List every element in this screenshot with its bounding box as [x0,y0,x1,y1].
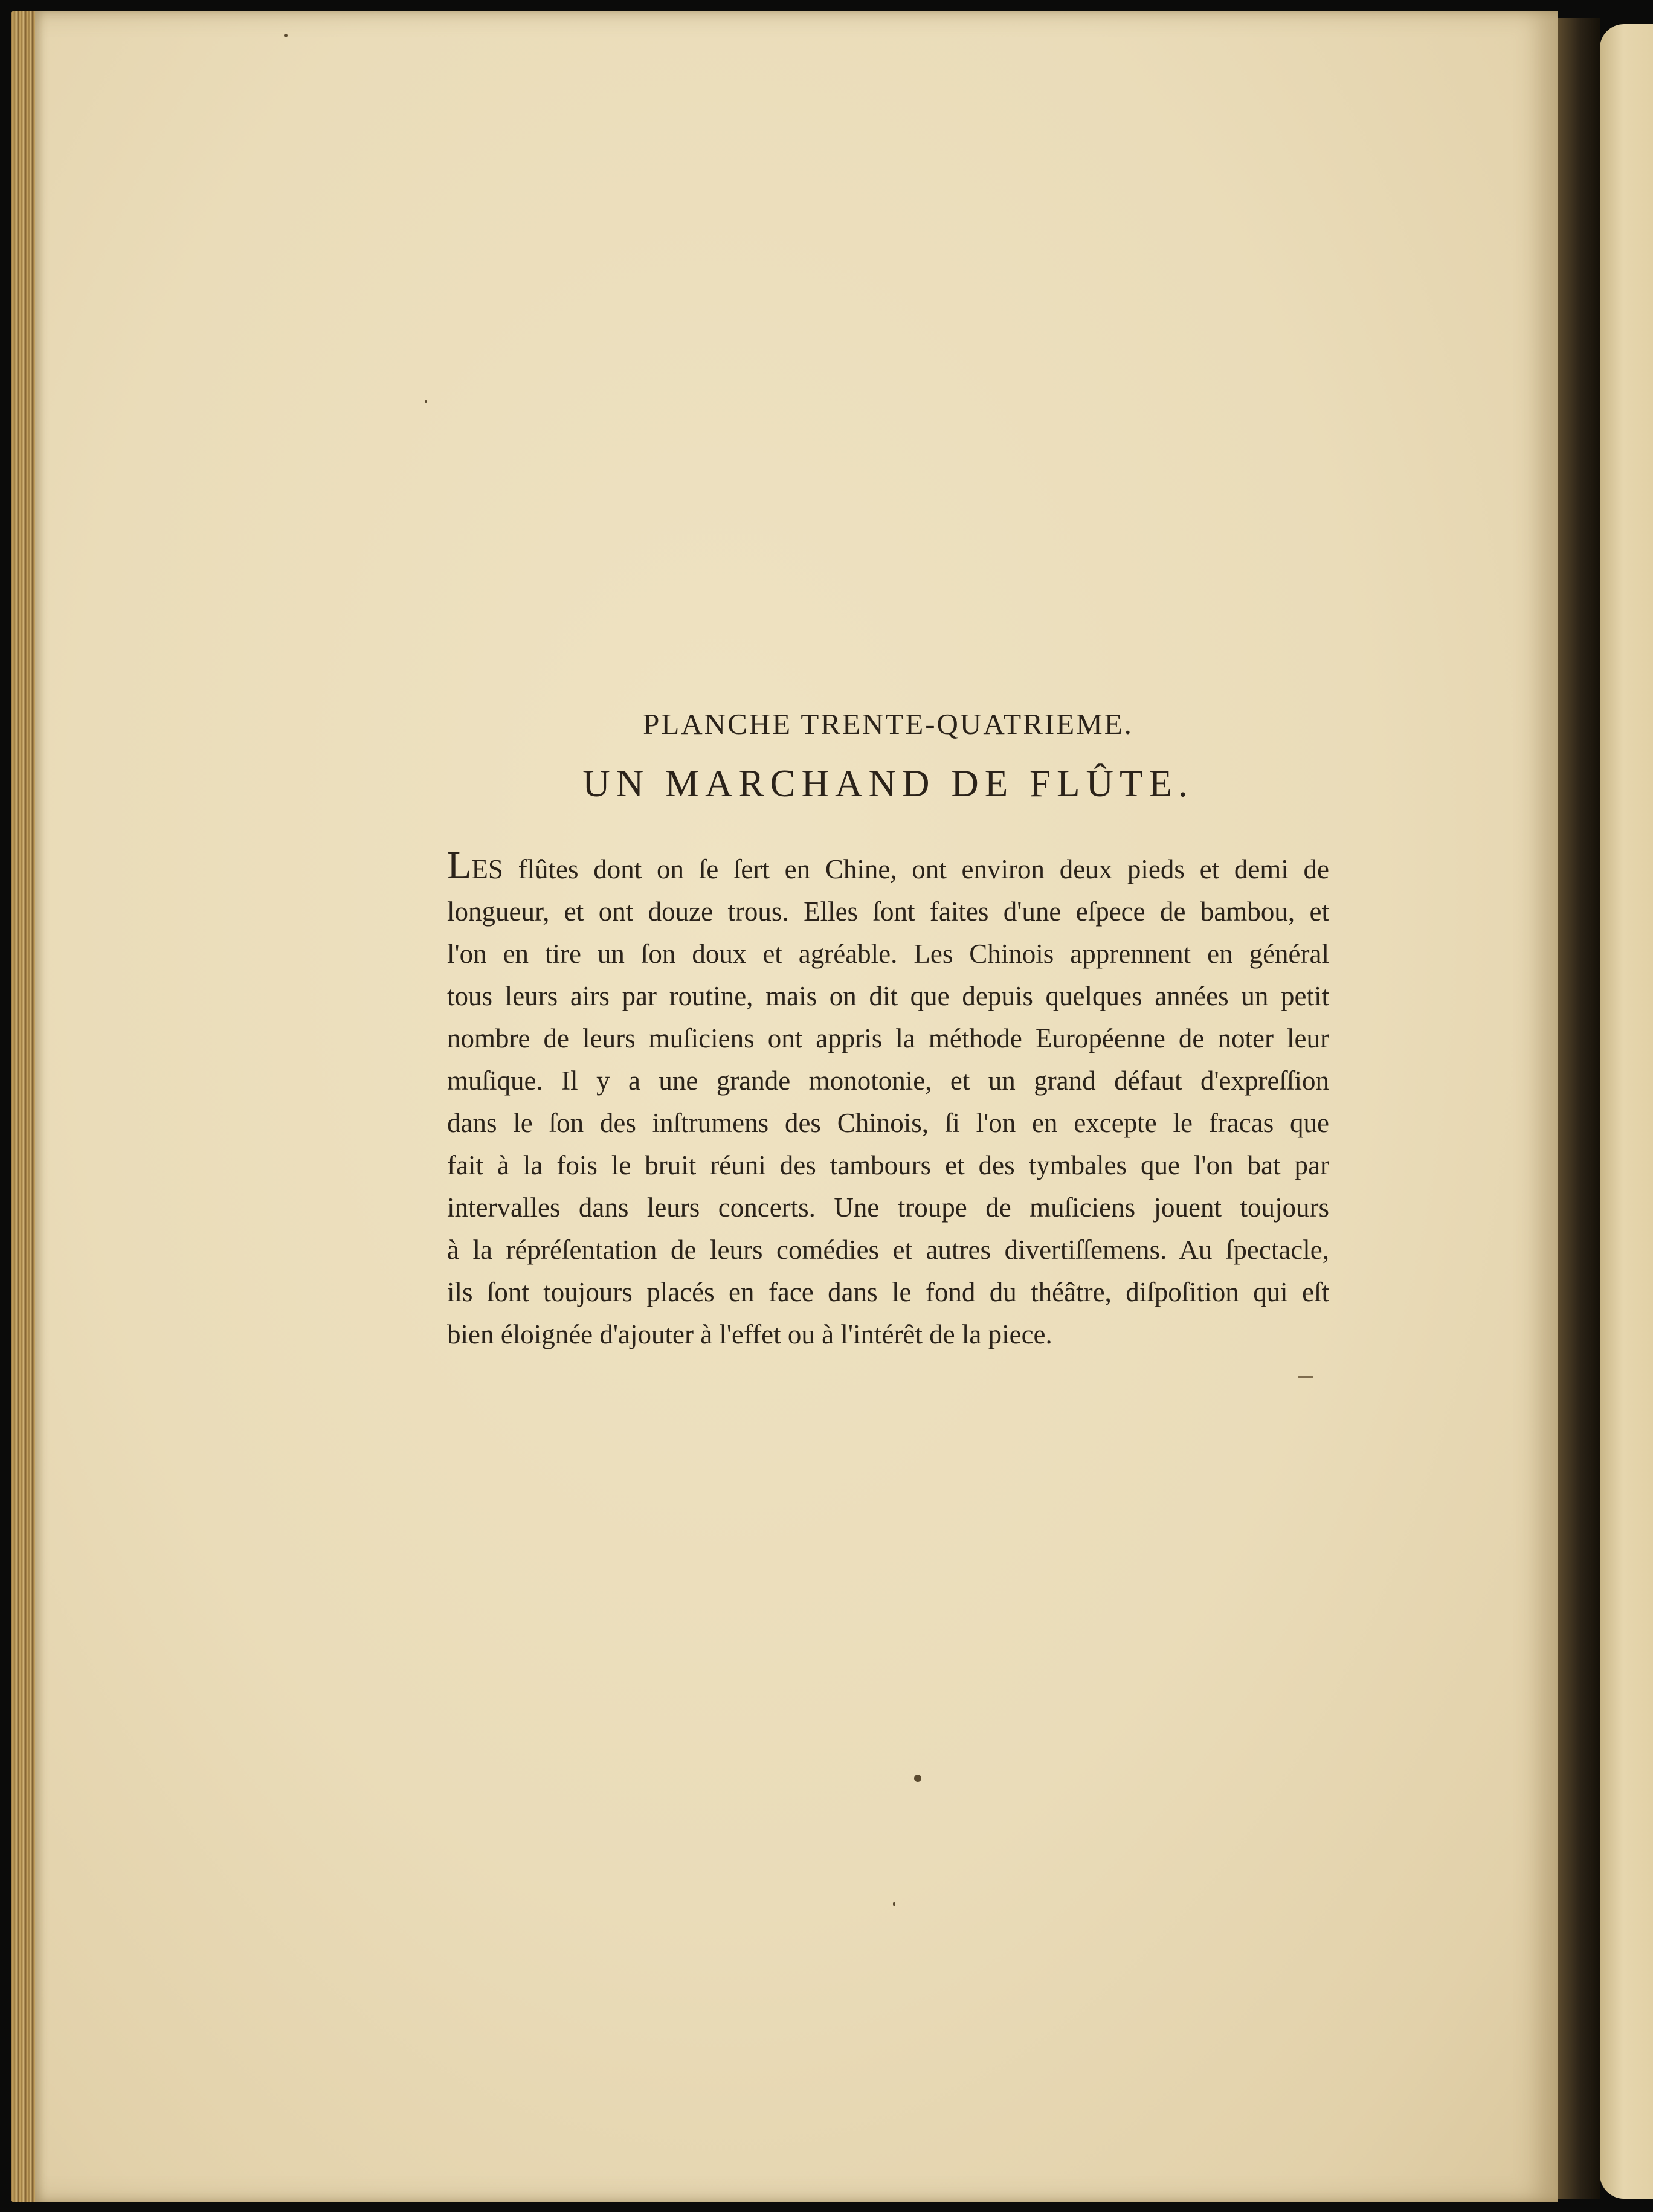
text-line: l'on en tire un ſon doux et agréable. Les Chinois apprennent en général [447,939,1329,969]
paper-speck [1298,1376,1313,1378]
paper-speck [893,1902,895,1906]
text-line: LES flûtes dont on ſe ſert en Chine, ont environ deux pieds et demi de [447,843,1329,887]
paper-speck [284,34,288,37]
text-line: fait à la fois le bruit réuni des tambours et des tymbales que l'on bat par [447,1150,1329,1180]
text-line: muſique. Il y a une grande monotonie, et un grand défaut d'expreſſion [447,1066,1329,1096]
text-line: tous leurs airs par routine, mais on dit que depuis quelques années un petit [447,981,1329,1011]
page-title: UN MARCHAND DE FLÛTE. [582,762,1194,805]
adjacent-page-edge [1600,24,1653,2199]
book-gutter [1558,18,1600,2199]
text-line: dans le ſon des inſtrumens des Chinois, ſi l'on en excepte le fracas que [447,1108,1329,1138]
text-line: longueur, et ont douze trous. Elles ſont faites d'une eſpece de bambou, et [447,896,1329,927]
text-line: ils ſont toujours placés en face dans le fond du théâtre, diſpoſition qui eſt [447,1277,1329,1307]
text-line: intervalles dans leurs concerts. Une troupe de muſiciens jouent toujours [447,1192,1329,1223]
text-line: nombre de leurs muſiciens ont appris la méthode Européenne de noter leur [447,1023,1329,1053]
text-block [447,707,1329,1355]
body-paragraph [447,843,1329,1355]
drop-cap: L [447,843,472,887]
paper-speck [425,400,427,403]
text-line: à la répréſentation de leurs comédies et autres divertiſſemens. Au ſpectacle, [447,1235,1329,1265]
paper-speck [914,1775,921,1782]
text-line: bien éloignée d'ajouter à l'effet ou à l'intérêt de la piece. [447,1319,1052,1349]
plate-heading: PLANCHE TRENTE-QUATRIEME. [643,707,1133,741]
